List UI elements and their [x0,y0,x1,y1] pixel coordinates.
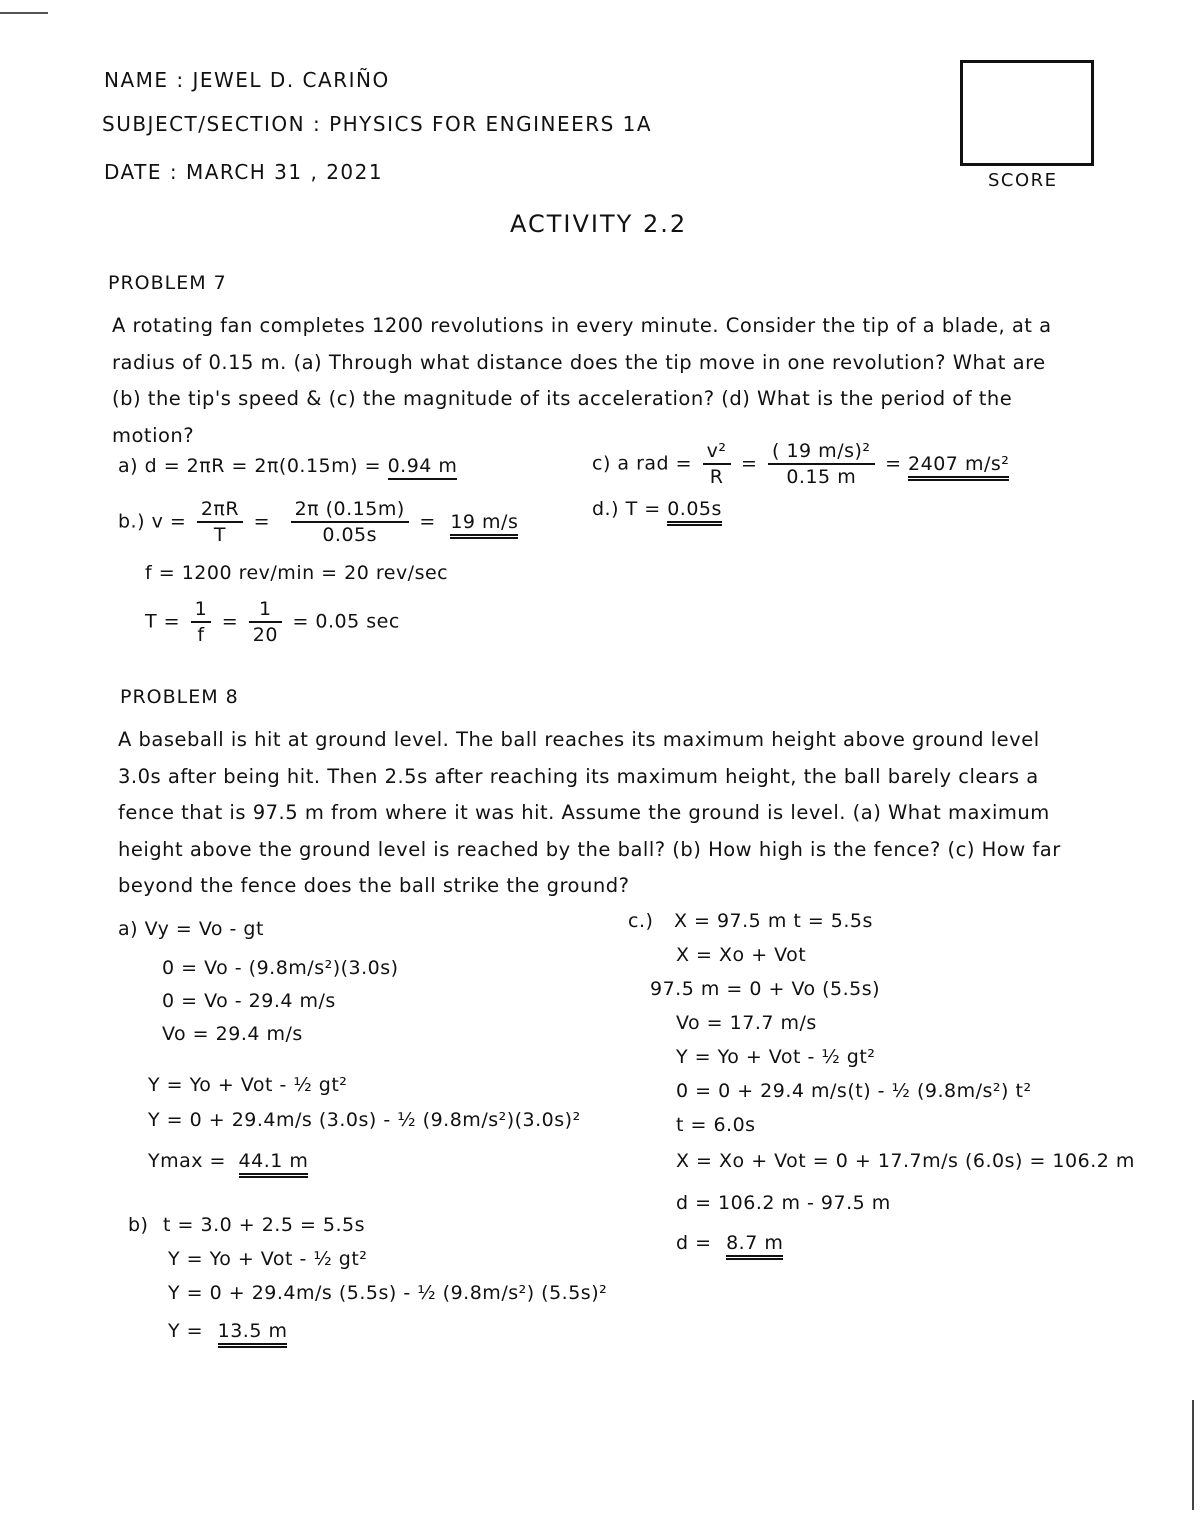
p7-b-eq2: = [419,510,436,533]
p8-a-line-0: Vy = Vo - gt [144,918,264,940]
p8-c2-line-0: Y = Yo + Vot - ½ gt² [676,1046,876,1068]
p7-T-frac2-den: 20 [252,624,278,646]
problem-7-statement: A rotating fan completes 1200 revolutions in every minute. Consider the tip of a blade, at a radius of 0.15 m. (a) Through what distance does the tip move in one revolution? What are (b) the tip's speed & (c) the magnitude of its acceleration? (d) What is the period of the motion? [112,314,1052,447]
p7-b-fraction-2 [291,498,409,546]
p7-T-frac2-num: 1 [249,598,282,623]
p8-part-c [628,904,880,1040]
p8-a-lines [162,952,399,1051]
p8-a-ymax-answer: 44.1 m [239,1150,309,1178]
p7-frequency-line: f = 1200 rev/min = 20 rev/sec [145,562,449,584]
p7-d-expression: T = [625,498,661,520]
p7-b-lhs: v = [151,510,187,533]
p7-a-expression: d = 2πR = 2π(0.15m) = [144,455,382,477]
p7-c-fraction-2 [768,440,875,488]
subject-section: SUBJECT/SECTION : PHYSICS FOR ENGINEERS 1A [102,112,653,136]
problem-7-label: PROBLEM 7 [108,272,227,294]
p7-part-b [118,498,518,546]
p8-c-answer: 8.7 m [726,1232,783,1260]
p8-c-d-line: d = 106.2 m - 97.5 m [676,1192,891,1214]
p7-c-frac2-den: 0.15 m [786,466,857,488]
p8-c-line-0: X = 97.5 m t = 5.5s [673,910,873,932]
p8-c-label: c.) [628,910,654,932]
p7-a-label: a) [118,455,139,477]
p7-c-frac1-den: R [709,466,724,488]
p8-b-line-0: t = 3.0 + 2.5 = 5.5s [163,1214,366,1236]
activity-title: ACTIVITY 2.2 [510,210,688,238]
p8-part-a [118,918,264,940]
p8-b-line-1: Y = Yo + Vot - ½ gt² [168,1248,368,1270]
p8-c-line-2: 97.5 m = 0 + Vo (5.5s) [650,978,881,1000]
p8-c-line-3: Vo = 17.7 m/s [676,1012,817,1034]
p7-T-result: = 0.05 sec [292,610,400,633]
p7-a-answer: 0.94 m [388,455,458,480]
p8-c-d-label: d = [676,1232,712,1254]
p8-b-label: b) [128,1214,149,1236]
p8-c-lines-2 [676,1040,1032,1142]
p7-c-eq2: = [885,452,902,475]
p7-part-d [592,498,722,520]
p8-a-lines-2 [148,1068,581,1179]
p7-part-c [592,440,1009,488]
p7-b-label: b.) [118,510,146,533]
p7-c-frac1-num: v² [703,440,731,465]
p8-b-line-2: Y = 0 + 29.4m/s (5.5s) - ½ (9.8m/s²) (5.5s)² [168,1282,608,1304]
p8-c2-line-2: t = 6.0s [676,1114,756,1136]
p8-a-line-3: Vo = 29.4 m/s [162,1023,303,1045]
p7-d-label: d.) [592,498,620,520]
p7-b-fraction-1 [197,498,243,546]
p8-b-result [168,1314,607,1348]
p8-part-b [128,1208,607,1348]
student-name: NAME : JEWEL D. CARIÑO [104,68,390,92]
p7-T-eq: = [221,610,239,633]
problem-8-label: PROBLEM 8 [120,686,239,708]
score-box [960,60,1094,166]
problem-8-statement: A baseball is hit at ground level. The ball reaches its maximum height above ground level 3.0s after being hit. Then 2.5s after reaching its maximum height, the ball barely clears a fence that is 97.5 m from where it was hit. Assume the ground is level. (a) What maximum height above the ground level is reached by the ball? (b) How high is the fence? (c) How far beyond the fence does the ball strike the ground? [118,728,1061,897]
p7-period-calc [145,598,400,646]
p7-c-eq: = [741,452,758,475]
date: DATE : MARCH 31 , 2021 [104,160,384,184]
p7-b-frac1-num: 2πR [197,498,243,523]
p8-b-answer: 13.5 m [218,1320,288,1348]
p8-a-ymax [148,1144,581,1179]
top-left-corner-mark [0,12,48,14]
p7-b-frac2-num: 2π (0.15m) [291,498,409,523]
p8-c2-line-1: 0 = 0 + 29.4 m/s(t) - ½ (9.8m/s²) t² [676,1080,1032,1102]
p7-T-fraction-2 [249,598,282,646]
p7-b-frac2-den: 0.05s [322,524,378,546]
p8-a-line-1: 0 = Vo - (9.8m/s²)(3.0s) [162,957,399,979]
p7-T-lhs: T = [145,610,181,633]
p7-d-answer: 0.05s [667,498,722,526]
p8-a-ymax-label: Ymax = [148,1150,226,1172]
bottom-right-corner-mark [1192,1400,1194,1510]
p7-T-frac1-den: f [197,624,205,646]
p7-b-answer: 19 m/s [450,511,518,539]
p7-c-frac2-num: ( 19 m/s)² [768,440,875,465]
p8-a-label: a) [118,918,139,940]
score-label: SCORE [988,170,1058,191]
p8-a-line-2: 0 = Vo - 29.4 m/s [162,990,336,1012]
p7-T-frac1-num: 1 [191,598,212,623]
p8-a2-line-0: Y = Yo + Vot - ½ gt² [148,1074,348,1096]
p7-c-answer: 2407 m/s² [908,453,1009,481]
p8-c-x-line: X = Xo + Vot = 0 + 17.7m/s (6.0s) = 106.2 m [676,1150,1135,1172]
p7-c-label: c) [592,452,611,475]
p7-b-frac1-den: T [213,524,226,546]
p8-a2-line-1: Y = 0 + 29.4m/s (3.0s) - ½ (9.8m/s²)(3.0s)² [148,1109,581,1131]
p7-part-a [118,455,457,477]
p8-c-result [676,1232,783,1254]
p8-b-y-label: Y = [168,1320,204,1342]
p7-T-fraction-1 [191,598,212,646]
p7-b-eq: = [253,510,271,533]
p7-c-fraction-1 [703,440,731,488]
p7-c-lhs: a rad = [617,452,693,475]
p8-c-line-1: X = Xo + Vot [676,944,807,966]
